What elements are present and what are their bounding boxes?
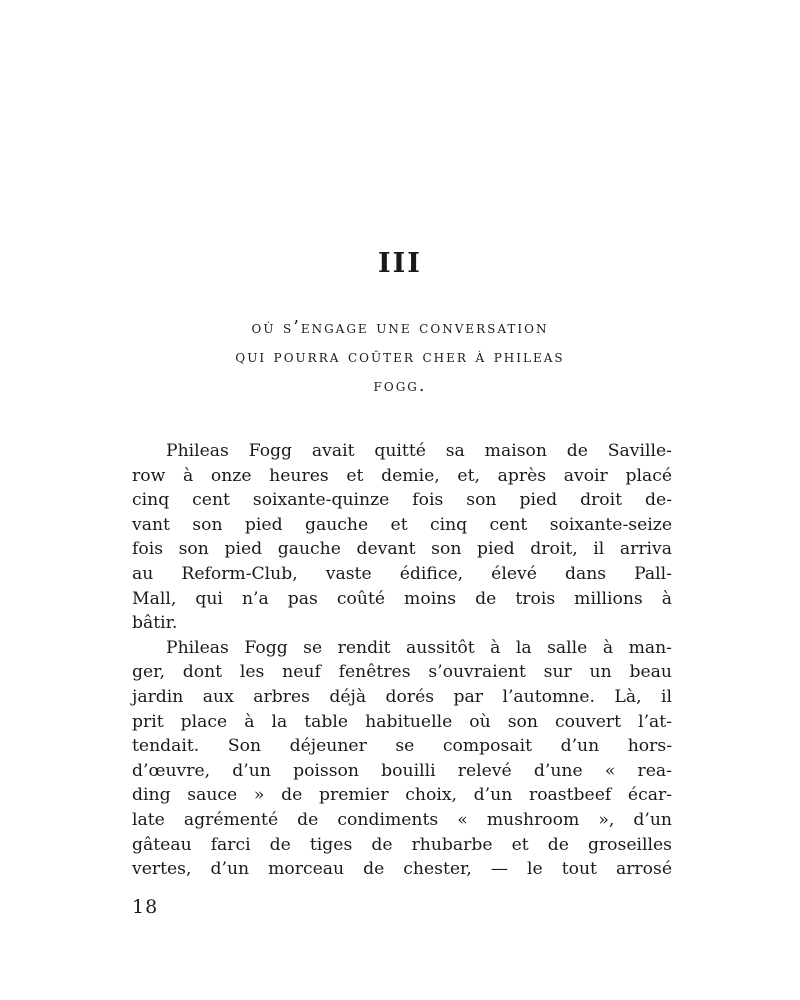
text-line: jardin aux arbres déjà dorés par l’automne. Là, il xyxy=(132,686,672,707)
chapter-title xyxy=(130,314,670,401)
text-line: ger, dont les neuf fenêtres s’ouvraient sur un beau xyxy=(132,662,672,683)
text-line: bâtir. xyxy=(132,613,178,634)
text-line: late agrémenté de condiments « mushroom », d’un xyxy=(132,809,672,830)
text-line: tendait. Son déjeuner se composait d’un hors- xyxy=(132,736,672,757)
text-line: d’œuvre, d’un poisson bouilli relevé d’une « rea- xyxy=(132,760,672,781)
text-line: Phileas Fogg se rendit aussitôt à la salle à man- xyxy=(166,637,672,658)
text-line: Phileas Fogg avait quitté sa maison de Saville- xyxy=(166,441,672,461)
chapter-title-line: fogg. xyxy=(373,376,427,396)
body-text xyxy=(132,439,672,882)
text-line: Mall, qui n’a pas coûté moins de trois millions à xyxy=(132,588,672,609)
text-line: ding sauce » de premier choix, d’un roastbeef écar- xyxy=(132,785,672,806)
text-line: vertes, d’un morceau de chester, — le tout arrosé xyxy=(132,859,672,880)
paragraph xyxy=(132,636,672,882)
text-line: vant son pied gauche et cinq cent soixante-seize xyxy=(132,514,672,535)
text-line: cinq cent soixante-quinze fois son pied droit de- xyxy=(132,490,672,511)
paragraph xyxy=(132,439,672,636)
chapter-title-line: qui pourra coûter cher à phileas xyxy=(235,347,565,367)
chapter-number: III xyxy=(378,248,422,279)
text-line: fois son pied gauche devant son pied droit, il arriva xyxy=(132,539,672,560)
text-line: gâteau farci de tiges de rhubarbe et de groseilles xyxy=(132,834,672,855)
chapter-title-line: où s’engage une conversation xyxy=(251,318,549,338)
text-line: prit place à la table habituelle où son couvert l’at- xyxy=(132,711,672,732)
text-line: au Reform-Club, vaste édifice, élevé dans Pall- xyxy=(132,563,672,584)
page-number: 18 xyxy=(132,896,159,918)
text-line: row à onze heures et demie, et, après avoir placé xyxy=(132,465,672,486)
